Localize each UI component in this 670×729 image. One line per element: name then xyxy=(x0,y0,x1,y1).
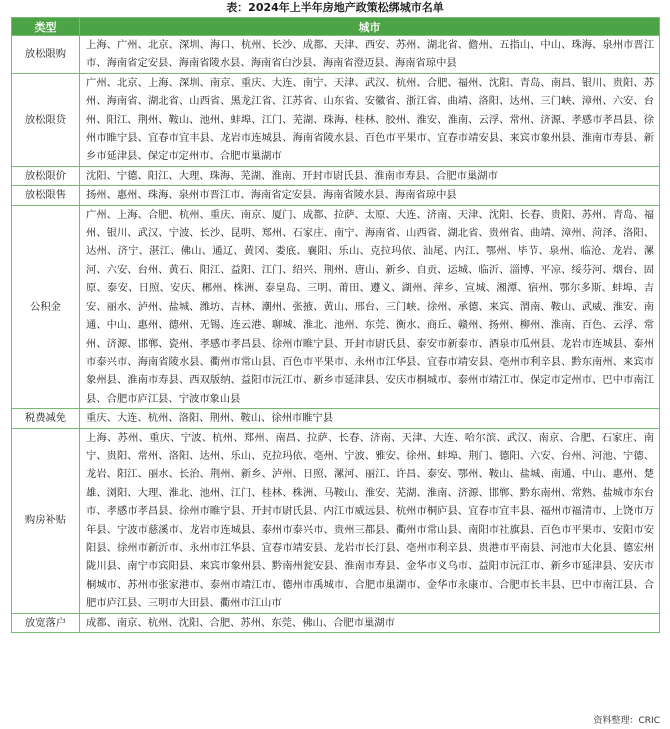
row-city-list: 上海、广州、北京、深圳、海口、杭州、长沙、成都、天津、西安、苏州、湖北省、儋州、五指山、中山、珠海、泉州市晋江市、海南省定安县、海南省陵水县、海南省白沙县、海南省澄迈县、海南省琼中县 xyxy=(80,36,660,74)
row-city-list: 广州、北京、上海、深圳、南京、重庆、大连、南宁、天津、武汉、杭州、合肥、福州、沈阳、青岛、南昌、银川、贵阳、苏州、海南省、湖北省、山西省、黑龙江省、江苏省、山东省、安徽省、浙江省、曲靖、洛阳、达州、三门峡、漳州、六安、台州、阳江、荆州、鞍山、池州、蚌埠、江门、芜湖、珠海、桂林、胶州、淮安、淮南、云浮、常州、济源、孝感市孝昌县、徐州市睢宁县、宜春市宜丰县、龙岩市连城县、海南省陵水县、百色市平果市、宜春市靖安县、来宾市象州县、淮南市寿县、新乡市延津县、保定市定州市、合肥市巢湖市 xyxy=(80,73,660,166)
row-type-label: 放松限售 xyxy=(12,186,80,205)
source-note: 资料整理：CRIC xyxy=(593,716,660,726)
header-cities: 城市 xyxy=(80,18,660,36)
row-city-list: 沈阳、宁德、阳江、大理、珠海、芜湖、淮南、开封市尉氏县、淮南市寿县、合肥市巢湖市 xyxy=(80,166,660,185)
row-type-label: 放松限价 xyxy=(12,166,80,185)
table-row xyxy=(12,409,660,428)
row-type-label: 公积金 xyxy=(12,205,80,408)
table-row xyxy=(12,166,660,185)
table-title: 表：2024年上半年房地产政策松绑城市名单 xyxy=(226,1,444,14)
table-header-row xyxy=(12,18,660,36)
row-city-list: 重庆、大连、杭州、洛阳、荆州、鞍山、徐州市睢宁县 xyxy=(80,409,660,428)
row-type-label: 放松限购 xyxy=(12,36,80,74)
row-type-label: 放松限贷 xyxy=(12,73,80,166)
table-row xyxy=(12,428,660,613)
table-row xyxy=(12,613,660,632)
row-type-label: 购房补贴 xyxy=(12,428,80,613)
header-type: 类型 xyxy=(12,18,80,36)
row-type-label: 放宽落户 xyxy=(12,613,80,632)
table-row xyxy=(12,73,660,166)
row-city-list: 上海、苏州、重庆、宁波、杭州、郑州、南昌、拉萨、长春、济南、天津、大连、哈尔滨、武汉、南京、合肥、石家庄、南宁、贵阳、常州、洛阳、达州、乐山、克拉玛依、亳州、宁波、雅安、徐州、蚌埠、荆门、德阳、六安、台州、河池、宁德、龙岩、阳江、丽水、长治、荆州、新乡、泸州、日照、漯河、丽江、许昌、泰安、鄂州、鞍山、盐城、南通、中山、惠州、楚雄、浏阳、大理、淮北、池州、江门、桂林、株洲、马鞍山、淮安、芜湖、淮南、济源、邯郸、黔东南州、常熟、盐城市东台市、孝感市孝昌县、徐州市睢宁县、开封市尉氏县、内江市威远县、杭州市桐庐县、宜春市宜丰县、福州市福清市、上饶市万年县、宁波市慈溪市、龙岩市连城县、泰州市泰兴市、贵州三都县、衢州市常山县、南阳市社旗县、百色市平果市、安阳市安阳县、徐州市新沂市、永州市江华县、宜春市靖安县、龙岩市长汀县、亳州市利辛县、贵港市平南县、河池市大化县、德宏州陇川县、南宁市宾阳县、来宾市象州县、黔南州瓮安县、淮南市寿县、金华市义乌市、益阳市沅江市、新乡市延津县、安庆市桐城市、苏州市张家港市、泰州市靖江市、德州市禹城市、合肥市巢湖市、金华市永康市、合肥市长丰县、巴中市南江县、合肥市庐江县、三明市大田县、衢州市江山市 xyxy=(80,428,660,613)
row-city-list: 扬州、惠州、珠海、泉州市晋江市、海南省定安县、海南省陵水县、海南省琼中县 xyxy=(80,186,660,205)
table-row xyxy=(12,36,660,74)
table-row xyxy=(12,205,660,408)
table-row xyxy=(12,186,660,205)
row-type-label: 税费减免 xyxy=(12,409,80,428)
row-city-list: 广州、上海、合肥、杭州、重庆、南京、厦门、成都、拉萨、太原、大连、济南、天津、沈阳、长春、贵阳、苏州、青岛、福州、银川、武汉、宁波、长沙、昆明、郑州、石家庄、南宁、海南省、山西省、湖北省、贵州省、曲靖、漳州、菏泽、洛阳、达州、济宁、湛江、佛山、通辽、黄冈、娄底、襄阳、乐山、克拉玛依、汕尾、内江、鄂州、毕节、泉州、临沧、龙岩、漯河、六安、台州、黄石、阳江、益阳、江门、绍兴、荆州、唐山、新乡、自贡、运城、临沂、淄博、平凉、绥芬河、烟台、固原、泰安、日照、安庆、郴州、株洲、泰皇岛、三明、莆田、遵义、湖州、萍乡、宣城、湘潭、宿州、鄂尔多斯、蚌埠、吉安、丽水、泸州、盐城、潍坊、吉林、潮州、张掖、黄山、邢台、三门峡、徐州、承德、来宾、渭南、鞍山、武威、淮安、南通、中山、惠州、德州、无锡、连云港、聊城、淮北、池州、东莞、衡水、商丘、赣州、扬州、柳州、淮南、百色、云浮、常州、济源、邯郸、瓷州、孝感市孝昌县、徐州市睢宁县、开封市尉氏县、泰安市新泰市、酒泉市瓜州县、龙岩市连城县、泰州市泰兴市、海南省陵水县、衢州市常山县、百色市平果市、永州市江华县、宜春市靖安县、亳州市利辛县、黔东南州、来宾市象州县、淮南市寿县、西双版纳、益阳市沅江市、新乡市延津县、安庆市桐城市、泰州市靖江市、保定市定州市、巴中市南江县、合肥市庐江县、宁波市象山县 xyxy=(80,205,660,408)
row-city-list: 成都、南京、杭州、沈阳、合肥、苏州、东莞、佛山、合肥市巢湖市 xyxy=(80,613,660,632)
policy-table xyxy=(11,17,660,633)
